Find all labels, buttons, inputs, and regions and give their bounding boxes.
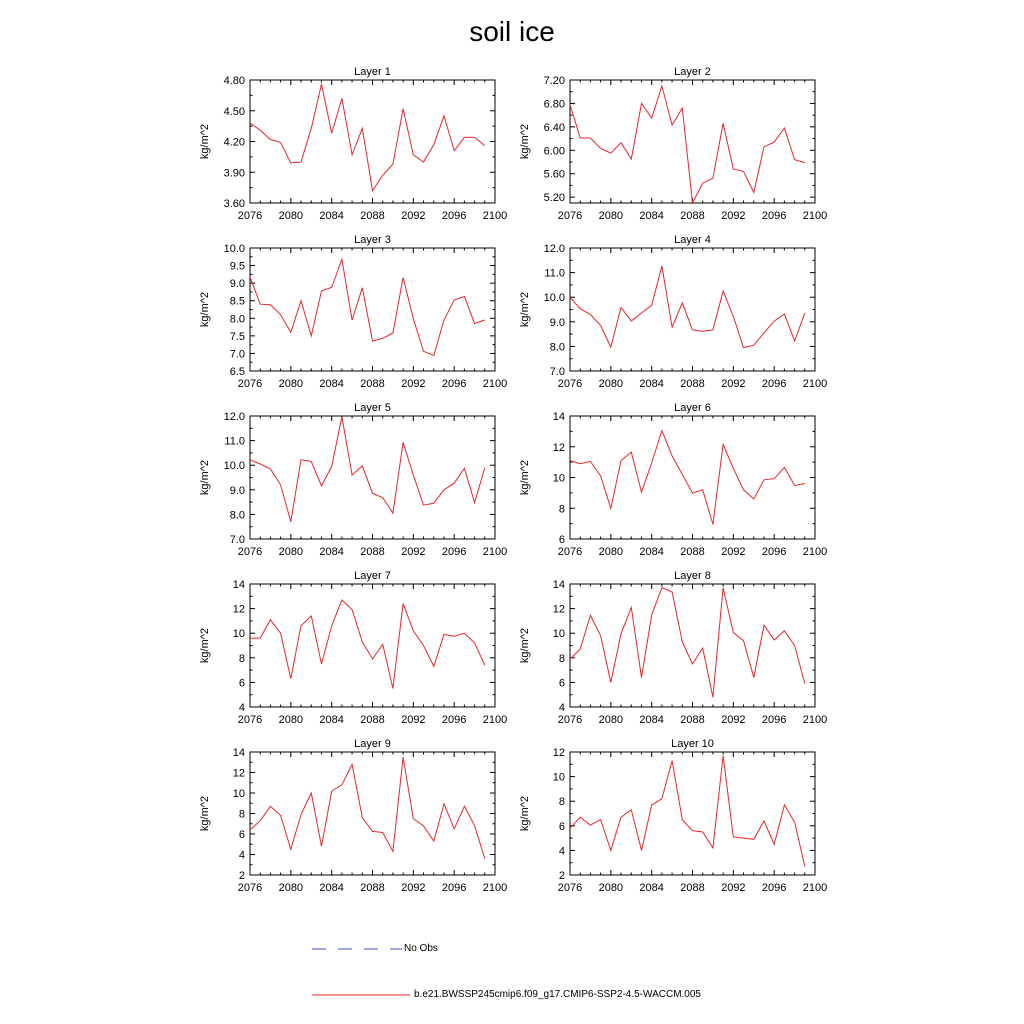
page-title: soil ice (469, 16, 555, 47)
y-tick-label: 3.90 (223, 167, 245, 180)
y-tick-label: 12 (552, 441, 565, 454)
y-tick-label: 4.80 (223, 75, 245, 87)
plot-frame (570, 248, 815, 371)
x-tick-label: 2080 (598, 882, 624, 894)
x-tick-label: 2084 (319, 546, 344, 558)
y-tick-label: 7.0 (229, 534, 245, 546)
x-tick-label: 2092 (401, 882, 426, 894)
y-tick-label: 4 (558, 702, 565, 714)
x-tick-label: 2088 (360, 378, 385, 390)
y-tick-label: 3.60 (223, 198, 245, 210)
panel-layer-7 (199, 570, 507, 726)
y-tick-label: 10 (552, 771, 565, 784)
y-tick-label: 7.0 (229, 348, 245, 361)
y-tick-label: 6 (238, 677, 245, 690)
x-tick-label: 2084 (639, 714, 664, 726)
x-tick-label: 2080 (598, 714, 624, 726)
y-axis-label: kg/m^2 (519, 291, 531, 328)
x-tick-label: 2100 (802, 882, 828, 894)
y-axis-label: kg/m^2 (199, 291, 211, 328)
y-tick-label: 6.00 (543, 145, 565, 158)
y-tick-label: 9.0 (229, 484, 245, 497)
x-tick-label: 2076 (237, 546, 263, 558)
y-tick-label: 8.0 (549, 341, 565, 354)
y-tick-label: 10.0 (543, 292, 565, 305)
legend-label-no-obs: No Obs (404, 943, 438, 954)
x-tick-label: 2084 (319, 882, 344, 894)
plot-frame (570, 416, 815, 539)
y-tick-label: 8.5 (229, 295, 245, 308)
y-tick-label: 7.5 (229, 330, 245, 343)
x-tick-label: 2092 (401, 210, 426, 222)
x-tick-label: 2088 (360, 714, 385, 726)
panel-layer-10 (519, 738, 827, 894)
series-line (250, 84, 485, 191)
x-tick-label: 2096 (441, 882, 467, 894)
legend-label-model: b.e21.BWSSP245cmip6.f09_g17.CMIP6-SSP2-4.5-WACCM.005 (414, 989, 701, 1000)
x-tick-label: 2092 (721, 210, 746, 222)
x-tick-label: 2092 (401, 546, 426, 558)
y-tick-label: 7.20 (543, 75, 565, 87)
y-tick-label: 8.0 (229, 509, 245, 522)
x-tick-label: 2084 (639, 378, 664, 390)
panel-title: Layer 6 (674, 402, 711, 414)
panel-layer-1 (199, 66, 507, 222)
panel-title: Layer 9 (354, 738, 391, 750)
y-tick-label: 9.0 (549, 316, 565, 329)
y-tick-label: 14 (232, 747, 245, 759)
plot-frame (250, 80, 495, 203)
x-tick-label: 2076 (237, 210, 263, 222)
x-tick-label: 2096 (441, 378, 467, 390)
x-tick-label: 2100 (802, 546, 828, 558)
y-tick-label: 6 (238, 829, 245, 841)
series-line (570, 431, 805, 525)
y-tick-label: 12.0 (223, 411, 245, 423)
x-tick-label: 2092 (401, 714, 426, 726)
panel-title: Layer 1 (354, 66, 391, 78)
series-line (570, 588, 805, 698)
series-line (250, 600, 485, 689)
y-axis-label: kg/m^2 (199, 123, 211, 160)
y-tick-label: 12 (232, 603, 245, 616)
x-tick-label: 2080 (278, 210, 304, 222)
y-tick-label: 4.20 (223, 136, 245, 149)
series-line (570, 756, 805, 867)
y-tick-label: 14 (232, 579, 245, 591)
x-tick-label: 2076 (557, 714, 583, 726)
y-tick-label: 9.5 (229, 260, 245, 273)
y-tick-label: 10 (552, 628, 565, 641)
y-tick-label: 12.0 (543, 243, 565, 255)
y-tick-label: 8 (238, 808, 245, 821)
y-tick-label: 8.0 (229, 313, 245, 326)
x-tick-label: 2088 (680, 714, 705, 726)
y-tick-label: 10.0 (223, 243, 245, 255)
y-tick-label: 10.0 (223, 460, 245, 473)
x-tick-label: 2100 (482, 546, 508, 558)
panel-layer-2 (519, 66, 827, 222)
plot-frame (250, 752, 495, 875)
y-tick-label: 14 (552, 579, 565, 591)
x-tick-label: 2084 (319, 210, 344, 222)
y-axis-label: kg/m^2 (199, 627, 211, 664)
plot-frame (570, 752, 815, 875)
series-line (250, 259, 485, 355)
y-tick-label: 4 (238, 702, 245, 714)
x-tick-label: 2076 (237, 378, 263, 390)
x-tick-label: 2084 (639, 546, 664, 558)
x-tick-label: 2084 (639, 882, 664, 894)
y-tick-label: 6 (558, 820, 565, 833)
x-tick-label: 2088 (680, 546, 705, 558)
panel-title: Layer 7 (354, 570, 391, 582)
x-tick-label: 2076 (557, 546, 583, 558)
series-line (250, 417, 485, 522)
x-tick-label: 2092 (721, 378, 746, 390)
y-axis-label: kg/m^2 (519, 627, 531, 664)
y-tick-label: 6.80 (543, 98, 565, 111)
y-tick-label: 10 (232, 788, 245, 800)
y-tick-label: 6 (558, 677, 565, 690)
plot-frame (250, 248, 495, 371)
x-tick-label: 2100 (802, 378, 828, 390)
x-tick-label: 2100 (482, 378, 508, 390)
x-tick-label: 2076 (557, 210, 583, 222)
y-tick-label: 8 (558, 652, 565, 665)
x-tick-label: 2092 (721, 882, 746, 894)
y-tick-label: 8 (558, 503, 565, 516)
x-tick-label: 2084 (319, 378, 344, 390)
x-tick-label: 2088 (680, 210, 705, 222)
x-tick-label: 2080 (598, 546, 624, 558)
y-axis-label: kg/m^2 (199, 459, 211, 496)
x-tick-label: 2096 (441, 546, 467, 558)
series-line (570, 266, 805, 348)
x-tick-label: 2096 (761, 546, 787, 558)
x-tick-label: 2076 (237, 714, 263, 726)
y-tick-label: 9.0 (229, 278, 245, 291)
y-tick-label: 5.60 (543, 168, 565, 181)
panel-title: Layer 5 (354, 402, 391, 414)
x-tick-label: 2096 (761, 378, 787, 390)
panel-title: Layer 8 (674, 570, 711, 582)
panel-layer-8 (519, 570, 827, 726)
y-tick-label: 4 (558, 845, 565, 858)
x-tick-label: 2092 (401, 378, 426, 390)
panel-layer-3 (199, 234, 507, 390)
x-tick-label: 2096 (761, 210, 787, 222)
x-tick-label: 2088 (360, 882, 385, 894)
panel-layer-4 (519, 234, 827, 390)
y-tick-label: 6.40 (543, 121, 565, 134)
series-line (570, 86, 805, 203)
x-tick-label: 2080 (598, 378, 624, 390)
y-tick-label: 12 (552, 747, 565, 759)
y-tick-label: 5.20 (543, 192, 565, 205)
panel-layer-9 (199, 738, 507, 894)
x-tick-label: 2100 (482, 882, 508, 894)
y-tick-label: 6.5 (229, 366, 245, 378)
x-tick-label: 2080 (278, 378, 304, 390)
x-tick-label: 2096 (441, 210, 467, 222)
y-axis-label: kg/m^2 (199, 795, 211, 832)
y-tick-label: 10 (232, 628, 245, 641)
x-tick-label: 2092 (721, 546, 746, 558)
x-tick-label: 2076 (557, 378, 583, 390)
x-tick-label: 2080 (278, 882, 304, 894)
y-tick-label: 2 (238, 870, 245, 882)
panel-title: Layer 2 (674, 66, 711, 78)
x-tick-label: 2088 (360, 546, 385, 558)
series-line (250, 757, 485, 859)
y-axis-label: kg/m^2 (519, 123, 531, 160)
x-tick-label: 2076 (557, 882, 583, 894)
x-tick-label: 2100 (802, 714, 828, 726)
x-tick-label: 2084 (319, 714, 344, 726)
plot-frame (570, 584, 815, 707)
panel-title: Layer 3 (354, 234, 391, 246)
panel-title: Layer 4 (674, 234, 711, 246)
y-tick-label: 11.0 (224, 435, 245, 448)
x-tick-label: 2080 (598, 210, 624, 222)
y-tick-label: 10 (552, 472, 565, 485)
panel-title: Layer 10 (671, 738, 714, 750)
y-tick-label: 4 (238, 849, 245, 862)
plot-frame (570, 80, 815, 203)
x-tick-label: 2100 (802, 210, 828, 222)
y-axis-label: kg/m^2 (519, 459, 531, 496)
x-tick-label: 2092 (721, 714, 746, 726)
x-tick-label: 2076 (237, 882, 263, 894)
panel-layer-5 (199, 402, 507, 558)
x-tick-label: 2084 (639, 210, 664, 222)
x-tick-label: 2100 (482, 714, 508, 726)
y-axis-label: kg/m^2 (519, 795, 531, 832)
x-tick-label: 2096 (441, 714, 467, 726)
x-tick-label: 2088 (680, 378, 705, 390)
y-tick-label: 4.50 (223, 105, 245, 118)
x-tick-label: 2088 (680, 882, 705, 894)
y-tick-label: 8 (558, 796, 565, 809)
y-tick-label: 12 (232, 767, 245, 780)
x-tick-label: 2096 (761, 714, 787, 726)
y-tick-label: 14 (552, 411, 565, 423)
y-tick-label: 12 (552, 603, 565, 616)
x-tick-label: 2080 (278, 714, 304, 726)
y-tick-label: 11.0 (544, 267, 565, 280)
x-tick-label: 2100 (482, 210, 508, 222)
y-tick-label: 6 (558, 534, 565, 546)
panel-layer-6 (519, 402, 827, 558)
x-tick-label: 2080 (278, 546, 304, 558)
y-tick-label: 8 (238, 652, 245, 665)
x-tick-label: 2088 (360, 210, 385, 222)
x-tick-label: 2096 (761, 882, 787, 894)
y-tick-label: 2 (558, 870, 565, 882)
y-tick-label: 7.0 (549, 366, 565, 378)
plot-frame (250, 584, 495, 707)
